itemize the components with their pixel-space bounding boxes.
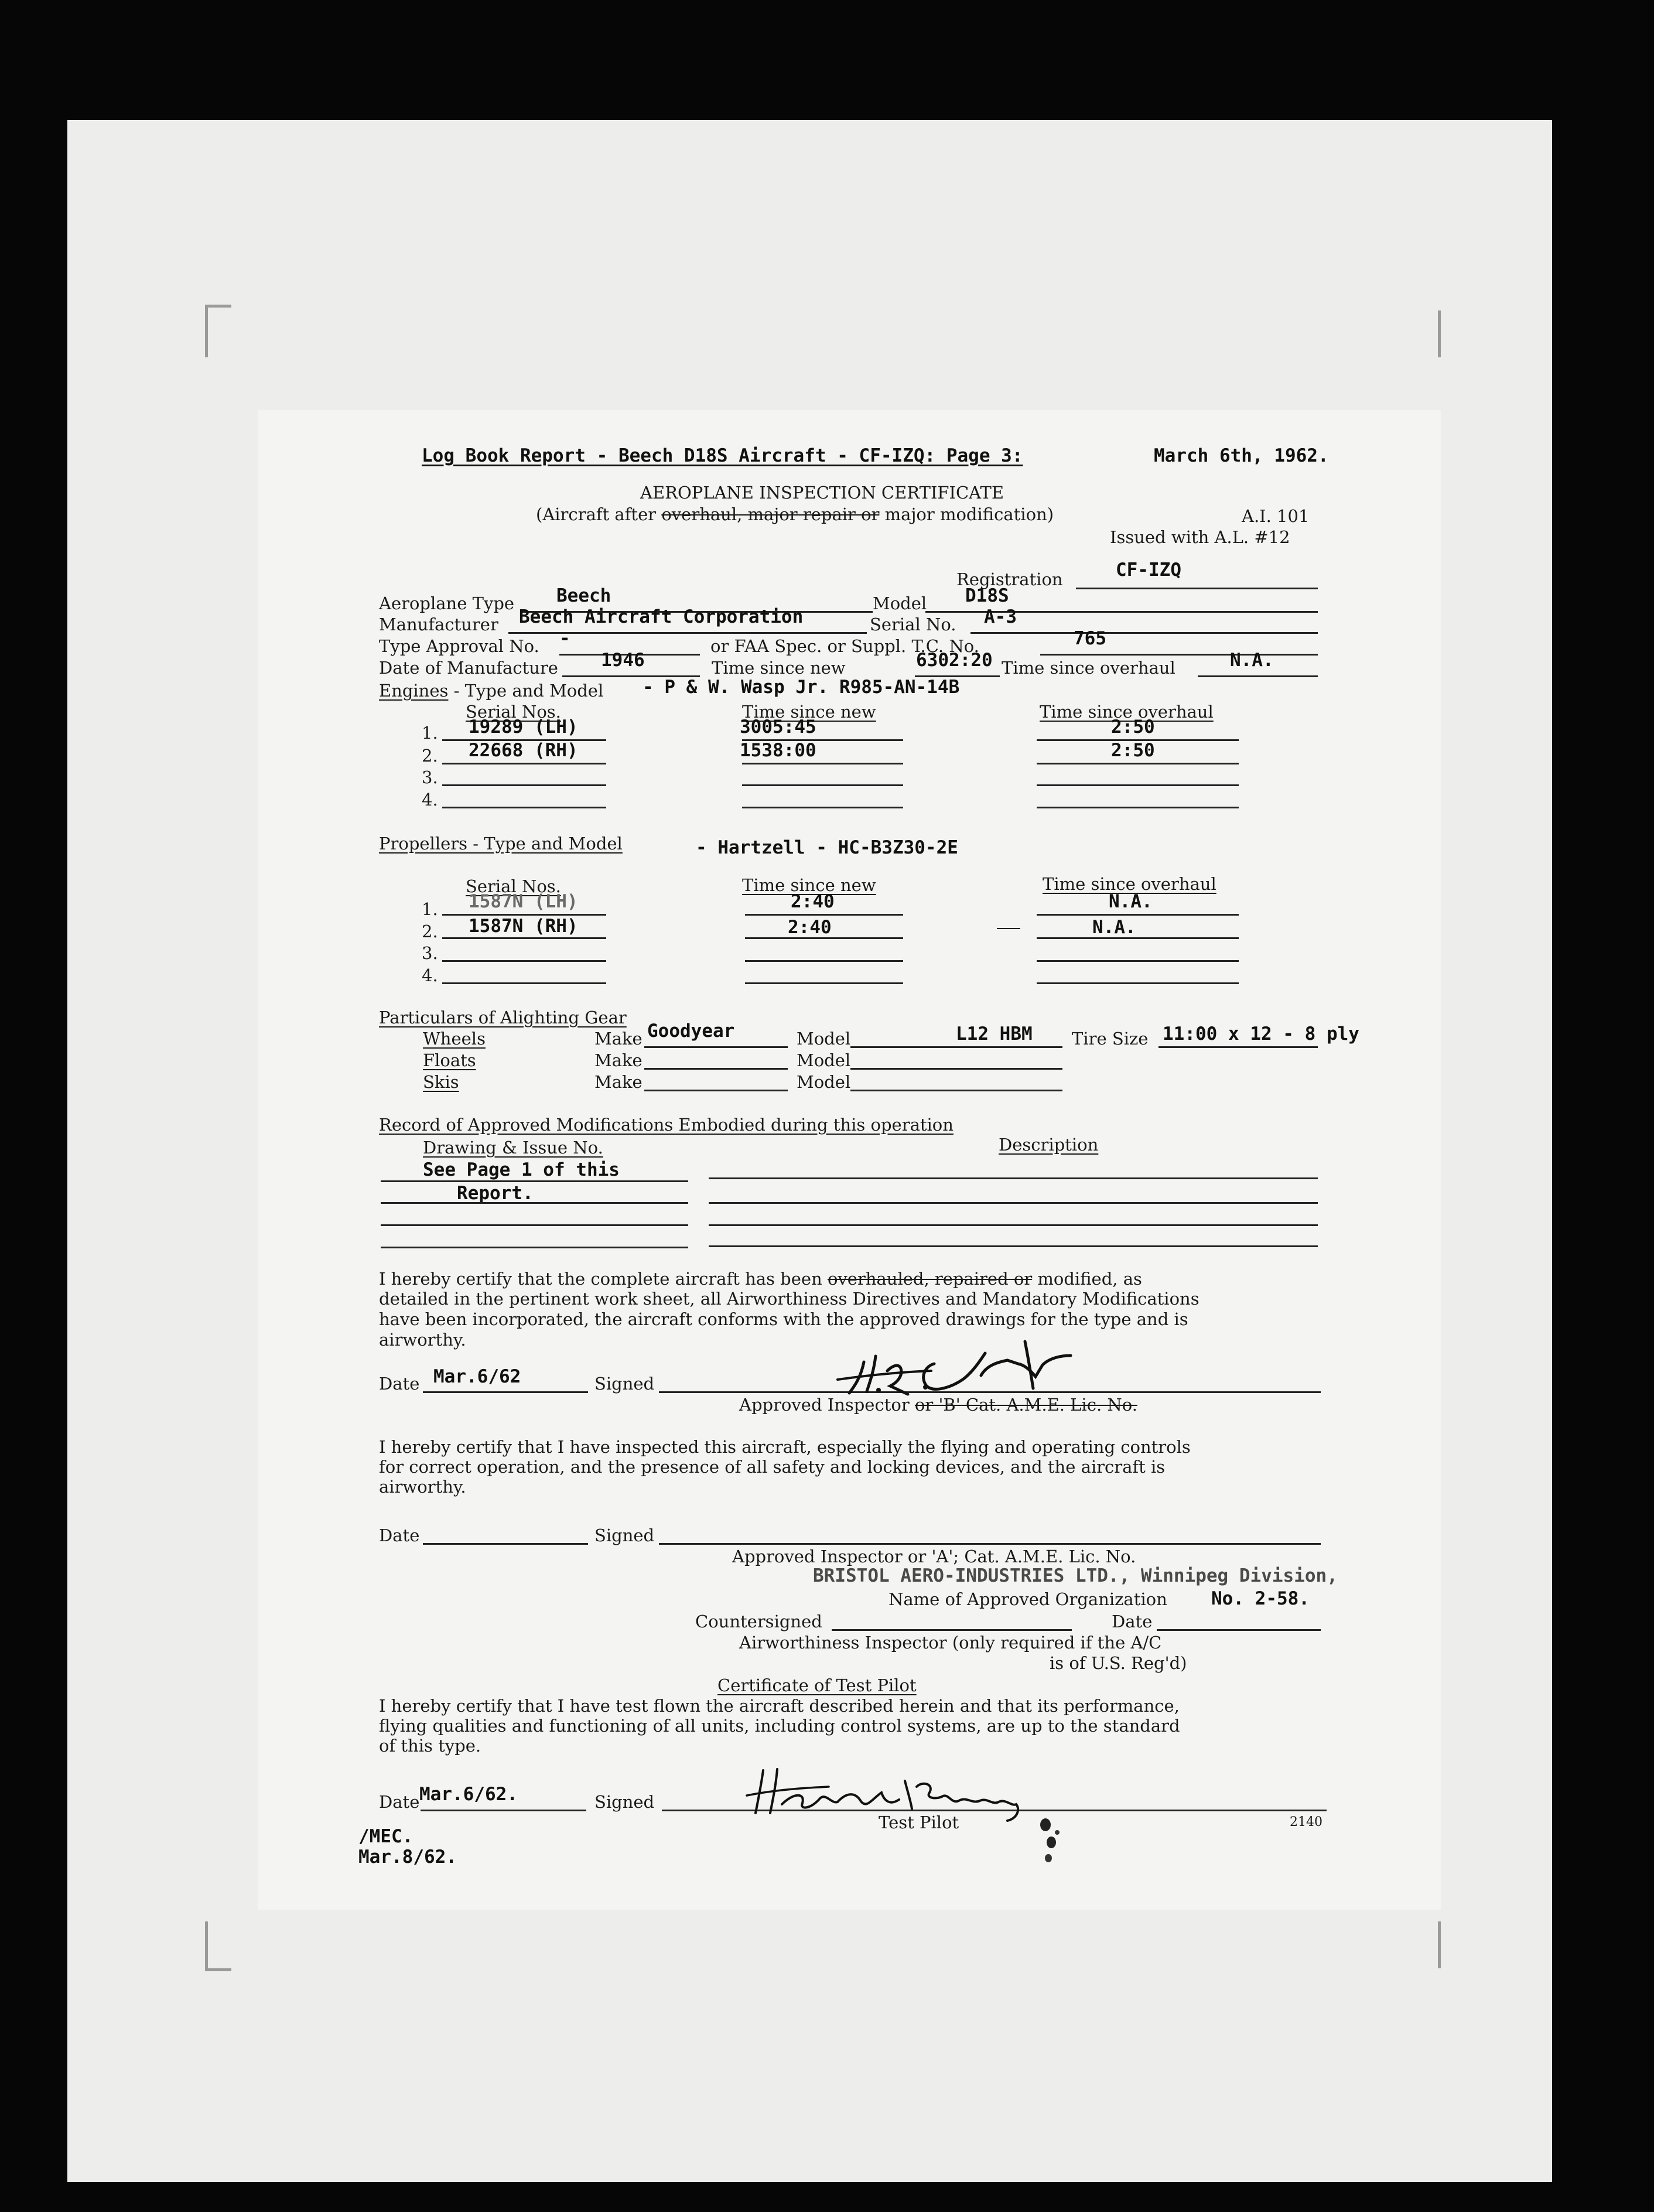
countersigned-date-line [1157, 1629, 1321, 1631]
faa-line [1040, 654, 1318, 656]
form-number: A.I. 101 [1242, 506, 1310, 526]
test-pilot-date-line [421, 1810, 586, 1811]
engine-time-new: 1538:00 [740, 740, 816, 761]
engines-col-new: Time since new [742, 702, 876, 722]
form-title: AEROPLANE INSPECTION CERTIFICATE [640, 483, 1004, 503]
propeller-type-value: - Hartzell - HC-B3Z30-2E [696, 837, 958, 858]
propeller-row-number: 2. [422, 921, 438, 941]
report-date: March 6th, 1962. [1154, 445, 1329, 466]
mods-drawing-line [381, 1247, 688, 1248]
engine-field-line [442, 739, 606, 741]
propeller-serial: 1587N (RH) [469, 916, 578, 937]
countersigned-date-label: Date [1112, 1612, 1153, 1631]
propellers-label: Propellers - Type and Model [379, 834, 623, 854]
propellers-col-serial: Serial Nos. [466, 876, 561, 896]
serial-line [970, 632, 1318, 634]
propeller-field-line [1037, 937, 1239, 939]
mods-entry-line-2: Report. [457, 1183, 534, 1204]
skis-model-label: Model [797, 1072, 851, 1092]
propellers-col-overhaul: Time since overhaul [1043, 874, 1216, 894]
mods-col-drawing: Drawing & Issue No. [423, 1138, 603, 1158]
serial-value: A-3 [984, 606, 1017, 627]
cert1-date-label: Date [379, 1374, 420, 1394]
organization-label: Name of Approved Organization [888, 1589, 1167, 1609]
engine-field-line [742, 807, 903, 808]
engine-row-number: 3. [422, 767, 438, 787]
cert2-date-line [423, 1543, 588, 1545]
cert1-date-value: Mar.6/62 [433, 1366, 521, 1387]
registration-field-line [1076, 588, 1318, 589]
countersigned-label: Countersigned [695, 1612, 822, 1631]
airworthiness-inspector-note: is of U.S. Reg'd) [1050, 1653, 1187, 1673]
engines-label: Engines - Type and Model [379, 681, 604, 701]
time-since-overhaul-line [1198, 675, 1318, 677]
propeller-time-new: 2:40 [791, 891, 835, 912]
time-since-new-value: 6302:20 [916, 650, 993, 671]
manufacturer-label: Manufacturer [379, 615, 498, 634]
propeller-field-line [745, 960, 903, 962]
engine-field-line [742, 763, 903, 764]
propeller-time-overhaul: N.A. [1109, 891, 1153, 912]
propeller-row-number: 4. [422, 965, 438, 985]
type-approval-label: Type Approval No. [379, 636, 539, 656]
propeller-field-line [745, 914, 903, 916]
floats-make-label: Make [594, 1050, 643, 1070]
skis-make-label: Make [594, 1072, 643, 1092]
engines-col-serial: Serial Nos. [466, 702, 561, 722]
engine-field-line [442, 807, 606, 808]
organization-number: No. 2-58. [1211, 1588, 1310, 1609]
date-of-manufacture-label: Date of Manufacture [379, 658, 558, 678]
test-pilot-line-2: flying qualities and functioning of all units, including control systems, are up to the standard [379, 1716, 1180, 1736]
test-pilot-line-1: I hereby certify that I have test flown the aircraft described herein and that its performance, [379, 1696, 1180, 1716]
crop-mark [205, 305, 231, 308]
engine-field-line [1037, 784, 1239, 786]
floats-model-line [850, 1068, 1062, 1070]
manufacturer-value: Beech Aircraft Corporation [519, 606, 804, 627]
test-pilot-label: Test Pilot [879, 1812, 959, 1832]
test-pilot-line-3: of this type. [379, 1736, 481, 1756]
crop-mark [1438, 310, 1441, 357]
cert2-signature-line [659, 1543, 1321, 1545]
airworthiness-inspector-label: Airworthiness Inspector (only required if the A/C [739, 1633, 1162, 1653]
engine-field-line [1037, 807, 1239, 808]
propeller-field-line [442, 982, 606, 984]
wheels-model-label: Model [797, 1029, 851, 1049]
gear-wheels-label: Wheels [423, 1029, 486, 1049]
propeller-field-line [442, 937, 606, 939]
cert1-line-3: have been incorporated, the aircraft conforms with the approved drawings for the type and is [379, 1309, 1188, 1329]
gear-floats-label: Floats [423, 1050, 476, 1070]
propeller-field-line [1037, 914, 1239, 916]
cert1-inspector-label: Approved Inspector or 'B' Cat. A.M.E. Lic. No. [739, 1395, 1137, 1415]
cert2-signed-label: Signed [594, 1525, 655, 1545]
mods-col-description: Description [999, 1135, 1099, 1155]
crop-mark [205, 305, 208, 357]
wheels-make-value: Goodyear [647, 1020, 735, 1042]
test-pilot-signed-label: Signed [594, 1792, 655, 1812]
aeroplane-type-value: Beech [556, 585, 611, 606]
engine-field-line [442, 763, 606, 764]
type-approval-value: - [559, 628, 570, 649]
cert1-line-1: I hereby certify that the complete aircraft has been overhauled, repaired or modified, as [379, 1269, 1142, 1289]
propeller-time-overhaul: N.A. [1092, 917, 1136, 938]
log-book-header: Log Book Report - Beech D18S Aircraft - CF-IZQ: Page 3: [422, 445, 1023, 466]
ink-blot [1034, 1810, 1069, 1869]
engine-time-overhaul: 2:50 [1111, 740, 1155, 761]
cert1-date-line [423, 1391, 588, 1393]
engine-field-line [1037, 763, 1239, 764]
test-pilot-heading: Certificate of Test Pilot [717, 1675, 917, 1695]
cert2-line-1: I hereby certify that I have inspected this aircraft, especially the flying and operating controls [379, 1437, 1191, 1457]
inspector-signature [832, 1330, 1101, 1400]
time-since-overhaul-value: N.A. [1230, 650, 1274, 671]
propeller-field-line [442, 914, 606, 916]
modifications-label: Record of Approved Modifications Embodied during this operation [379, 1115, 954, 1135]
issued-with: Issued with A.L. #12 [1110, 527, 1290, 547]
mods-description-line [709, 1224, 1318, 1226]
tire-size-label: Tire Size [1072, 1029, 1149, 1049]
engine-time-overhaul: 2:50 [1111, 716, 1155, 738]
propeller-field-line [745, 937, 903, 939]
mods-drawing-line [381, 1224, 688, 1226]
wheels-make-label: Make [594, 1029, 643, 1049]
mods-description-line [709, 1245, 1318, 1247]
cert2-date-label: Date [379, 1525, 420, 1545]
mods-description-line [709, 1177, 1318, 1179]
wheels-model-line [850, 1046, 1062, 1048]
faa-label: or FAA Spec. or Suppl. T.C. No. [710, 636, 979, 656]
propeller-serial: 1587N (LH) [469, 891, 578, 912]
propeller-field-line [442, 960, 606, 962]
engines-col-overhaul: Time since overhaul [1040, 702, 1214, 722]
engine-serial: 19289 (LH) [469, 716, 578, 738]
model-label: Model [873, 593, 927, 613]
date-of-manufacture-value: 1946 [601, 650, 645, 671]
engine-field-line [442, 784, 606, 786]
wheels-make-line [644, 1046, 788, 1048]
engine-field-line [1037, 739, 1239, 741]
propeller-row-number: 3. [422, 943, 438, 963]
cert2-line-2: for correct operation, and the presence of all safety and locking devices, and the aircraft is [379, 1457, 1166, 1477]
engine-time-new: 3005:45 [740, 716, 816, 738]
organization-stamp: BRISTOL AERO-INDUSTRIES LTD., Winnipeg Division, [813, 1565, 1338, 1586]
cert1-line-2: detailed in the pertinent work sheet, all Airworthiness Directives and Mandatory Modifications [379, 1289, 1200, 1309]
crop-mark [205, 1921, 208, 1971]
test-pilot-date-label: Date [379, 1792, 420, 1812]
propeller-field-line [745, 982, 903, 984]
registration-label: Registration [956, 569, 1063, 589]
mods-entry-line-1: See Page 1 of this [423, 1159, 620, 1180]
serial-label: Serial No. [870, 615, 956, 634]
alighting-gear-label: Particulars of Alighting Gear [379, 1008, 627, 1028]
countersigned-line [832, 1629, 1072, 1631]
faa-value: 765 [1074, 628, 1106, 649]
footer-date: Mar.8/62. [358, 1846, 457, 1868]
mods-drawing-line [381, 1180, 688, 1182]
registration-value: CF-IZQ [1116, 559, 1181, 581]
propellers-col-new: Time since new [742, 875, 876, 895]
tire-size-value: 11:00 x 12 - 8 ply [1163, 1023, 1359, 1044]
test-pilot-date-value: Mar.6/62. [419, 1784, 518, 1805]
time-since-overhaul-label: Time since overhaul [1002, 658, 1175, 678]
cert1-signed-label: Signed [594, 1374, 655, 1394]
engine-field-line [742, 739, 903, 741]
skis-make-line [644, 1090, 788, 1091]
model-value: D18S [965, 585, 1009, 606]
cert2-inspector-label: Approved Inspector or 'A'; Cat. A.M.E. Lic. No. [732, 1547, 1136, 1566]
footer-initials: /MEC. [358, 1826, 414, 1847]
propeller-field-line [1037, 960, 1239, 962]
engine-field-line [742, 784, 903, 786]
cert1-line-4: airworthy. [379, 1330, 466, 1350]
print-code: 2140 [1290, 1815, 1322, 1829]
crop-mark [1438, 1921, 1441, 1968]
floats-model-label: Model [797, 1050, 851, 1070]
floats-make-line [644, 1068, 788, 1070]
mods-description-line [709, 1202, 1318, 1204]
engine-row-number: 2. [422, 746, 438, 766]
tire-size-line [1159, 1046, 1318, 1048]
engine-serial: 22668 (RH) [469, 740, 578, 761]
stray-pen-mark [997, 928, 1020, 929]
skis-model-line [850, 1090, 1062, 1091]
engine-row-number: 4. [422, 790, 438, 810]
time-since-new-label: Time since new [712, 658, 846, 678]
crop-mark [205, 1968, 231, 1971]
propeller-row-number: 1. [422, 899, 438, 919]
mods-drawing-line [381, 1202, 688, 1204]
aeroplane-type-label: Aeroplane Type [379, 593, 515, 613]
propeller-time-new: 2:40 [788, 917, 832, 938]
cert2-line-3: airworthy. [379, 1477, 466, 1497]
propeller-field-line [1037, 982, 1239, 984]
engine-type-value: - P & W. Wasp Jr. R985-AN-14B [643, 677, 960, 698]
engine-row-number: 1. [422, 723, 438, 743]
form-subtitle: (Aircraft after overhaul, major repair or major modification) [536, 504, 1054, 524]
wheels-model-value: L12 HBM [956, 1023, 1033, 1044]
gear-skis-label: Skis [423, 1072, 459, 1092]
